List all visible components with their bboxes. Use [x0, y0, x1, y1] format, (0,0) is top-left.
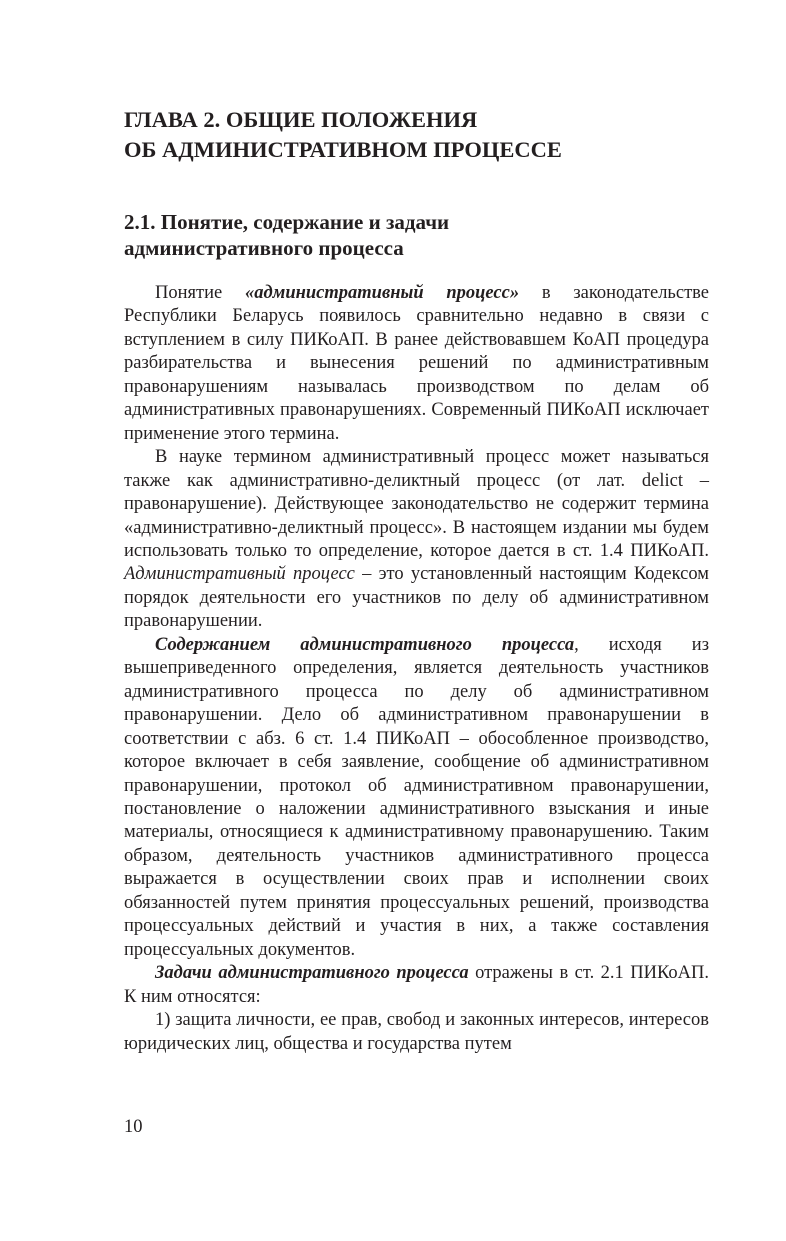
term-administrative-process: «административный процесс» [244, 283, 520, 303]
section-title-line-1: 2.1. Понятие, содержание и задачи [124, 210, 450, 234]
term-content: Содержанием административного процесса [155, 634, 575, 655]
body-text [124, 282, 709, 1056]
chapter-title-line-1: ГЛАВА 2. ОБЩИЕ ПОЛОЖЕНИЯ [124, 107, 478, 132]
paragraph-tasks [124, 962, 709, 1009]
paragraph-concept [124, 282, 709, 446]
page-number: 10 [124, 1117, 143, 1137]
section-title-line-2: административного процесса [124, 236, 404, 260]
paragraph-concept-text: в законодательстве Республики Беларусь появилось сравнительно недавно в связи с вступлением в силу ПИКоАП. В ранее действовавшем КоАП процедура разбирательства и вынесения решений по административным правонарушениям называлась производством по делам об административных правонарушениях. Современный ПИКоАП исключает применение этого термина. [124, 283, 709, 444]
paragraph-tasks-text: отражены в ст. 2.1 ПИКоАП. К ним относятся: [124, 963, 709, 1007]
paragraph-list-item-1: 1) защита личности, ее прав, свобод и законных интересов, интересов юридических лиц, общества и государства путем [124, 1010, 709, 1054]
page-content [124, 105, 709, 1056]
paragraph-definition [124, 446, 709, 634]
term-definition: Административный процесс [124, 564, 355, 585]
paragraph-content-text: , исходя из вышеприведенного определения, является деятельность участников административного процесса по делу об административном правонарушении. Дело об административном правонарушении в соответствии с абз. 6 ст. 1.4 ПИКоАП – обособленное производство, которое включает в себя заявление, сообщение об административном правонарушении, протокол об административном правонарушении, постановление о наложении административного взыскания и иные материалы, относящиеся к административному правонарушению. Таким образом, деятельность участников административного процесса выражается в осуществлении своих прав и исполнении своих обязанностей путем принятия процессуальных решений, производства процессуальных действий и участия в них, а также составления процессуальных документов. [124, 634, 710, 960]
paragraph-content [124, 634, 709, 962]
term-tasks: Задачи административного процесса [155, 963, 469, 984]
paragraph-concept-lead: Понятие [155, 283, 245, 303]
section-title [124, 209, 709, 261]
chapter-title-line-2: ОБ АДМИНИСТРАТИВНОМ ПРОЦЕССЕ [124, 137, 562, 162]
chapter-title [124, 105, 709, 165]
paragraph-definition-lead: В науке термином административный процесс может называться также как административно-деликтный процесс (от лат. delict – правонарушение). Действующее законодательство не содержит термина «административно-деликтный процесс». В настоящем издании мы будем использовать только то определение, которое дается в ст. 1.4 ПИКоАП. [124, 447, 709, 561]
paragraph-definition-text: – это установленный настоящим Кодексом порядок деятельности его участников по делу об административном правонарушении. [124, 564, 709, 632]
